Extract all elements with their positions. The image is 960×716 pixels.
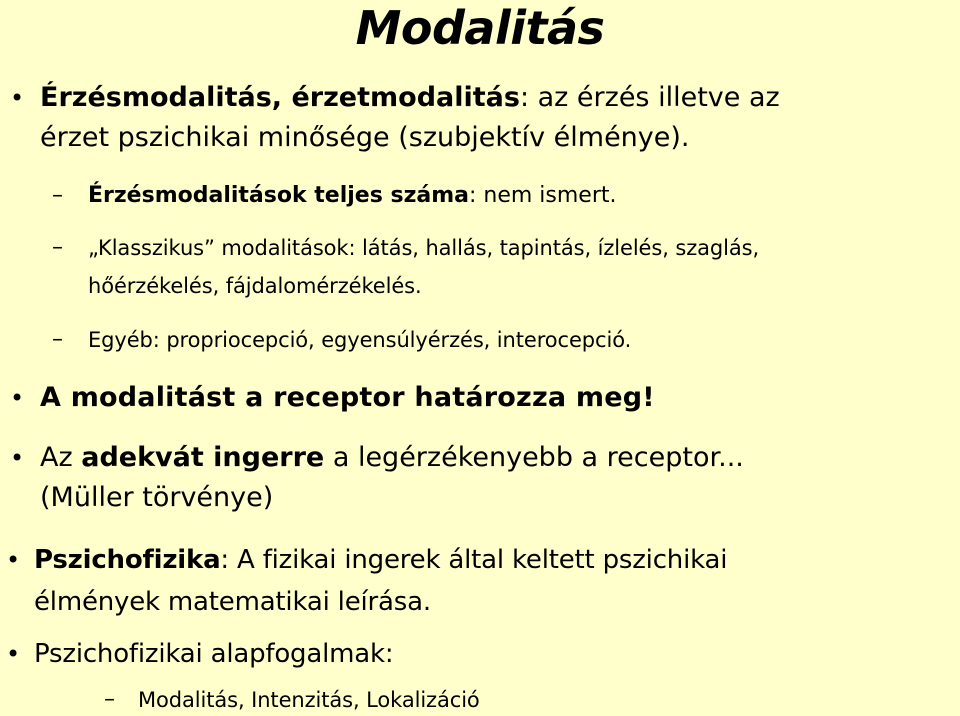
psychophysics-text: : A fizikai ingerek által keltett pszichikai xyxy=(220,545,728,575)
bullet-icon: • xyxy=(10,384,25,412)
definition-text: : az érzés illetve az xyxy=(519,82,780,113)
count-text: : nem ismert. xyxy=(468,183,617,208)
dash-icon: – xyxy=(104,687,115,712)
sub-item-classic-line2: hőérzékelés, fájdalomérzékelés. xyxy=(88,274,422,298)
paragraph-receptor: A modalitást a receptor határozza meg! xyxy=(40,382,655,413)
paragraph-adequate-line1 xyxy=(40,438,744,478)
sub-item-count xyxy=(88,180,617,212)
bullet-icon: • xyxy=(6,546,21,574)
bullet-icon: • xyxy=(6,640,21,668)
paragraph-modality-line1 xyxy=(40,78,780,118)
slide-title: Modalitás xyxy=(355,1,605,55)
paragraph-psychophysics-line2: élmények matematikai leírása. xyxy=(34,587,431,617)
term-count: Érzésmodalitások teljes száma xyxy=(88,183,469,208)
adequate-post: a legérzékenyebb a receptor... xyxy=(324,442,744,473)
sub-item-concepts: Modalitás, Intenzitás, Lokalizáció xyxy=(138,688,480,712)
paragraph-adequate-line2: (Müller törvénye) xyxy=(40,482,274,513)
dash-icon: – xyxy=(52,183,63,208)
dash-icon: – xyxy=(52,235,63,260)
paragraph-modality-line2: érzet pszichikai minősége (szubjektív élménye). xyxy=(40,122,690,153)
sub-item-other: Egyéb: propriocepció, egyensúlyérzés, interocepció. xyxy=(88,328,632,352)
term-psychophysics: Pszichofizika xyxy=(34,545,221,575)
bullet-icon: • xyxy=(10,444,25,472)
bullet-icon: • xyxy=(10,84,25,112)
sub-item-classic-line1: „Klasszikus” modalitások: látás, hallás, tapintás, ízlelés, szaglás, xyxy=(88,236,760,260)
term-modality: Érzésmodalitás, érzetmodalitás xyxy=(40,82,520,113)
term-adequate: adekvát ingerre xyxy=(81,442,325,473)
adequate-pre: Az xyxy=(40,442,82,473)
dash-icon: – xyxy=(52,327,63,352)
paragraph-psychophysics-line1 xyxy=(34,540,727,580)
paragraph-basic-concepts: Pszichofizikai alapfogalmak: xyxy=(34,639,394,669)
